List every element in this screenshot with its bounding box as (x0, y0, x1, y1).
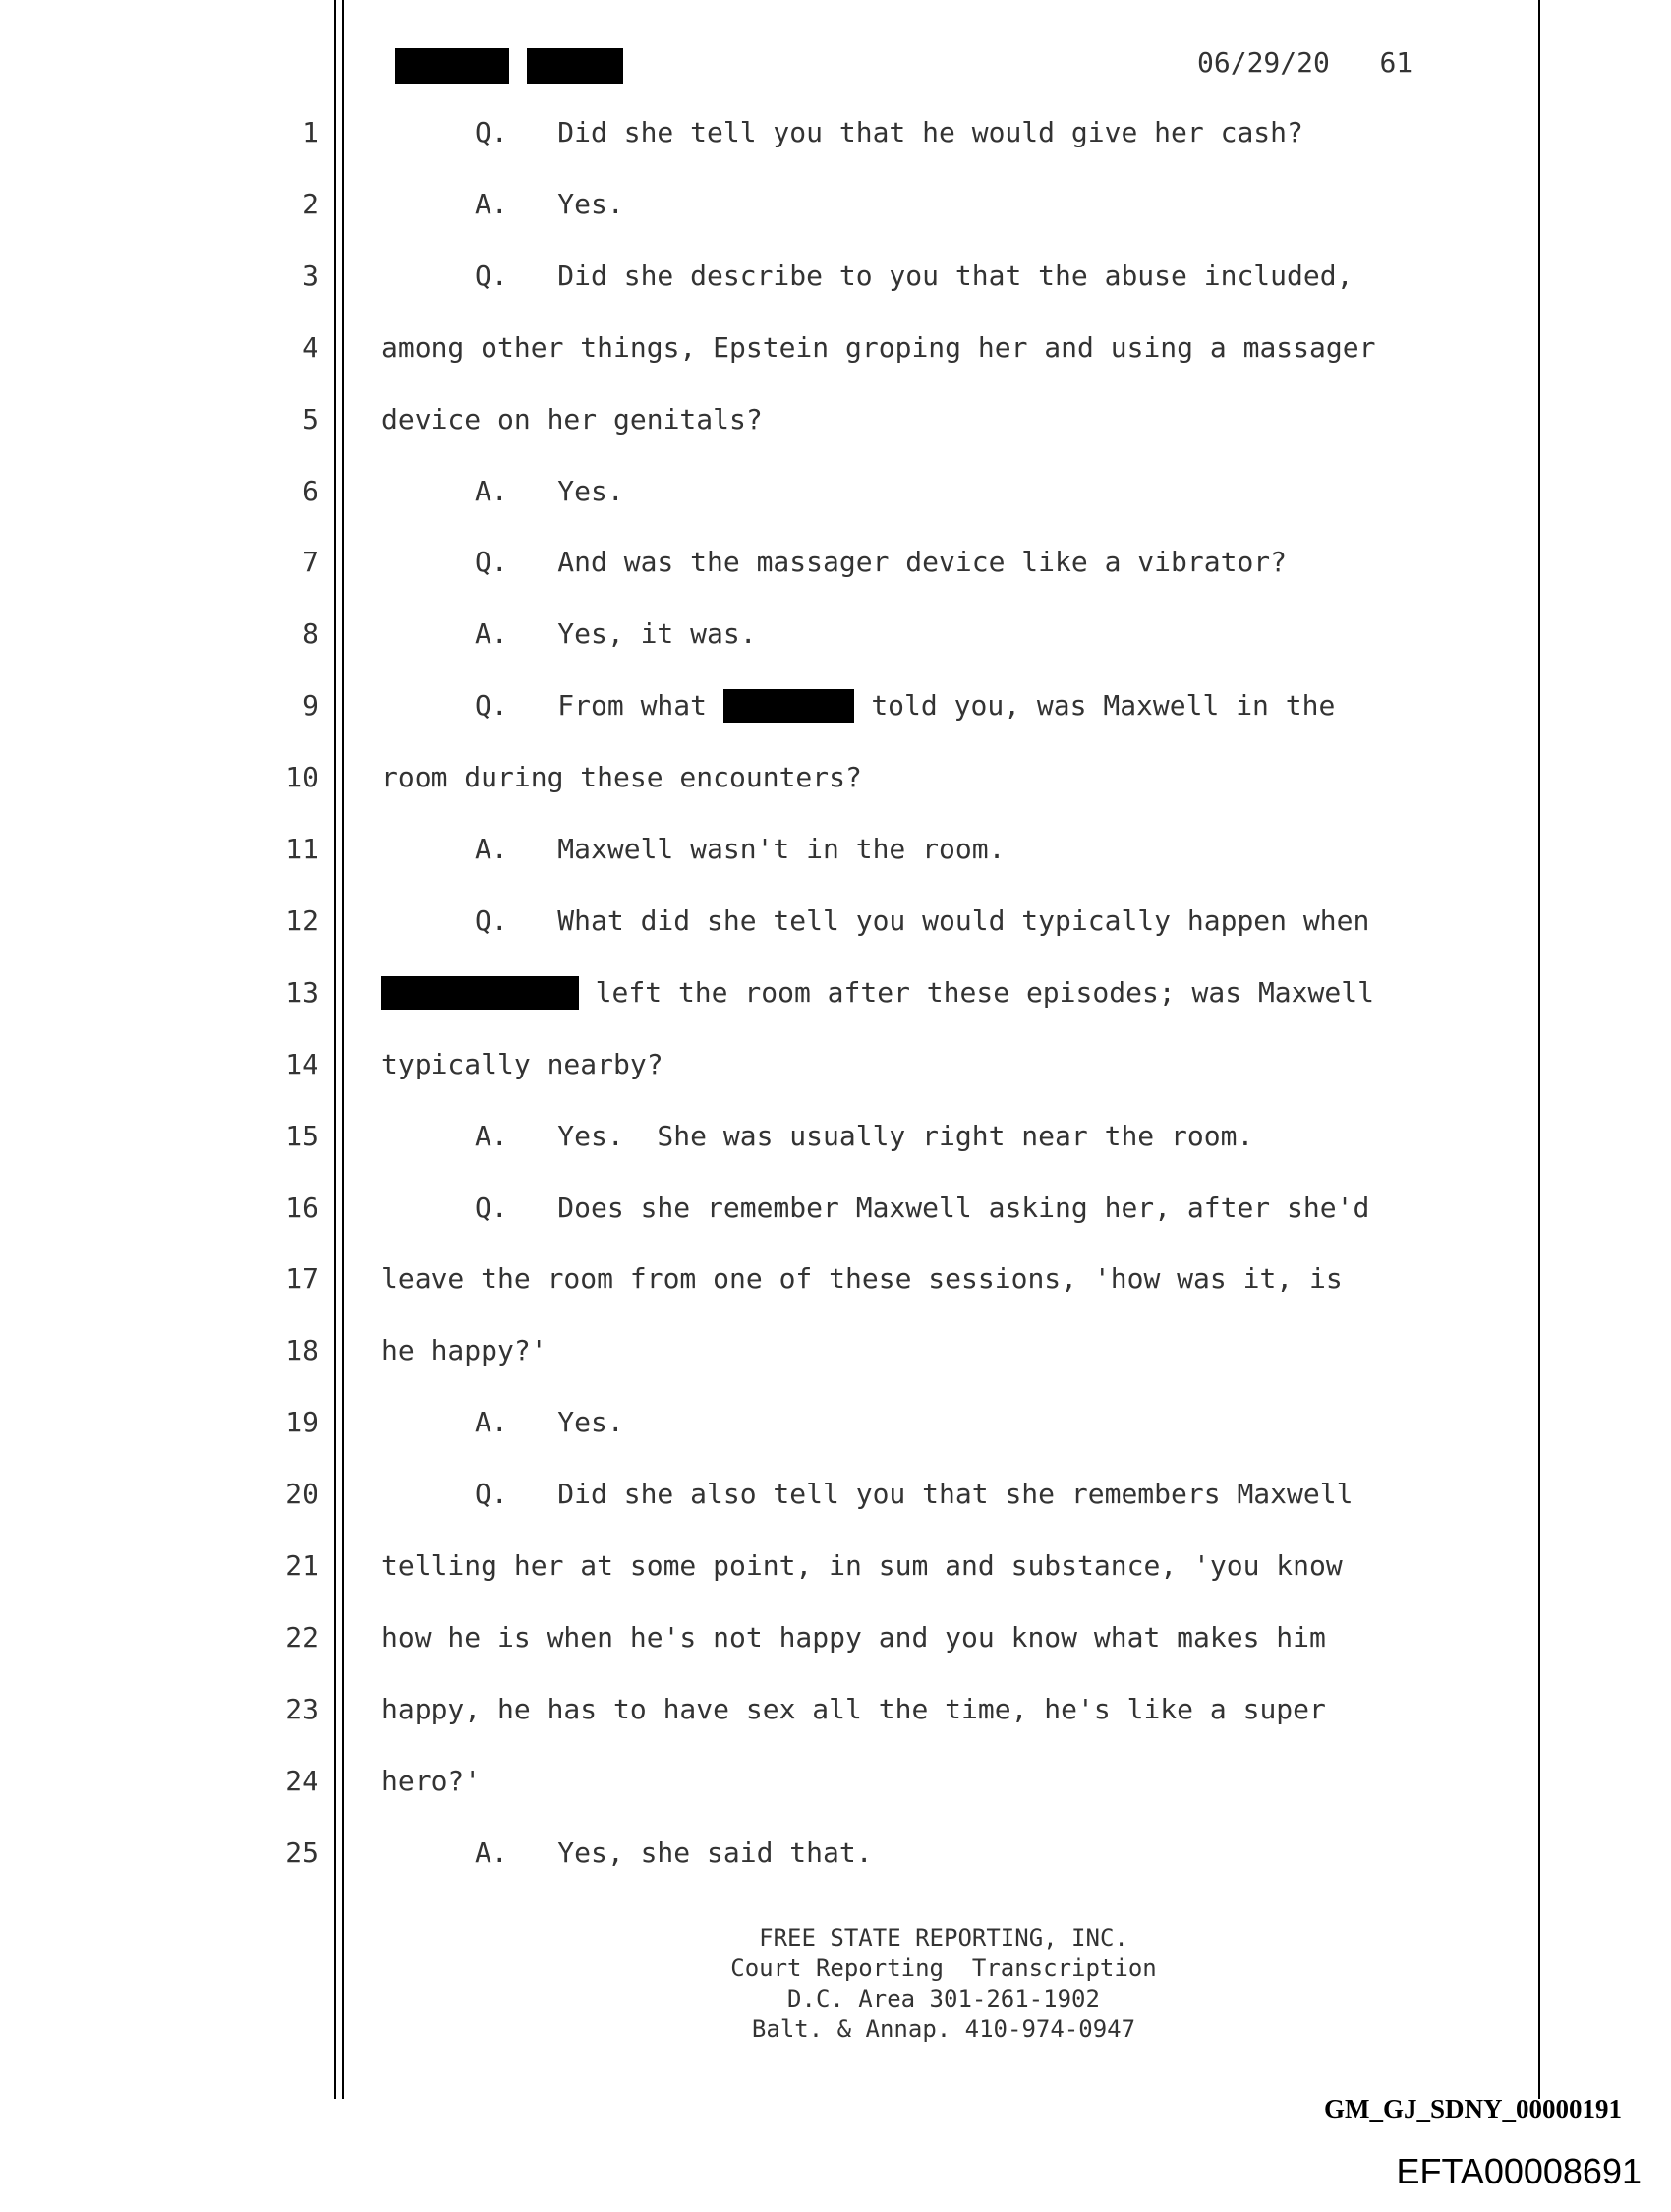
line-number: 13 (285, 976, 318, 1009)
page-header (1197, 45, 1412, 81)
line-number: 12 (285, 904, 318, 937)
line-text-segment: A. Yes. She was usually right near the room. (475, 1120, 1254, 1152)
transcript-line (475, 1477, 1353, 1512)
line-number: 7 (302, 546, 318, 578)
transcript-line (475, 545, 1287, 580)
line-text-segment: Q. From what (475, 689, 723, 722)
transcript-line (475, 832, 1005, 867)
transcript-line (475, 1835, 873, 1871)
line-number: 5 (302, 403, 318, 436)
page-number: 61 (1379, 46, 1413, 79)
line-text-segment: happy, he has to have sex all the time, he's like a super (381, 1693, 1326, 1725)
transcript-line (381, 1692, 1326, 1727)
line-number: 14 (285, 1048, 318, 1080)
transcript-line (475, 1191, 1369, 1226)
line-number: 10 (285, 761, 318, 793)
transcript-line (475, 259, 1353, 294)
line-text-segment: A. Yes, it was. (475, 617, 757, 650)
line-text-segment: he happy?' (381, 1334, 547, 1367)
transcript-line (381, 1333, 547, 1368)
line-text-segment: Q. Does she remember Maxwell asking her, after she'd (475, 1192, 1370, 1224)
header-redaction-2 (527, 48, 623, 84)
transcript-line (381, 975, 1374, 1011)
line-number: 9 (302, 689, 318, 722)
line-number: 8 (302, 617, 318, 650)
line-text-segment: how he is when he's not happy and you know what makes him (381, 1621, 1326, 1654)
transcript-line (381, 760, 862, 795)
line-number: 1 (302, 116, 318, 148)
transcript-line (381, 402, 763, 437)
line-number: 6 (302, 475, 318, 507)
transcript-line (381, 1620, 1326, 1656)
line-number: 11 (285, 833, 318, 865)
redaction-box (723, 689, 855, 723)
line-text-segment: Q. Did she also tell you that she remembers Maxwell (475, 1478, 1354, 1510)
transcript-line (475, 1405, 624, 1440)
transcript-line (475, 187, 624, 222)
reporter-footer (639, 1923, 1248, 2045)
left-margin-rule-inner (342, 0, 344, 2099)
line-number: 21 (285, 1549, 318, 1582)
line-text-segment: Q. What did she tell you would typically happen when (475, 904, 1370, 937)
line-number: 16 (285, 1192, 318, 1224)
line-number: 17 (285, 1262, 318, 1295)
line-number: 23 (285, 1693, 318, 1725)
line-text-segment: Q. Did she tell you that he would give her cash? (475, 116, 1303, 148)
line-text-segment: telling her at some point, in sum and substance, 'you know (381, 1549, 1343, 1582)
line-text-segment: room during these encounters? (381, 761, 862, 793)
line-text-segment: Q. And was the massager device like a vibrator? (475, 546, 1288, 578)
footer-dc-phone: D.C. Area 301-261-1902 (787, 1985, 1100, 2012)
line-number: 15 (285, 1120, 318, 1152)
line-text-segment: hero?' (381, 1765, 482, 1797)
transcript-line (381, 1548, 1343, 1584)
line-text-segment: device on her genitals? (381, 403, 763, 436)
header-redaction-1 (395, 48, 509, 84)
line-text-segment: A. Yes. (475, 1406, 624, 1438)
efta-number: EFTA00008691 (1396, 2151, 1642, 2191)
transcript-line (475, 903, 1369, 939)
line-text-segment: A. Yes, she said that. (475, 1836, 873, 1869)
line-text-segment: A. Yes. (475, 188, 624, 220)
line-text-segment: among other things, Epstein groping her and using a massager (381, 331, 1376, 364)
transcript-line (475, 688, 1335, 724)
transcript-line (475, 474, 624, 509)
transcript-line (475, 115, 1303, 150)
transcript-line (475, 616, 757, 652)
bates-number: GM_GJ_SDNY_00000191 (1324, 2094, 1622, 2124)
line-number: 4 (302, 331, 318, 364)
line-text-segment: A. Yes. (475, 475, 624, 507)
footer-company: FREE STATE REPORTING, INC. (759, 1924, 1128, 1951)
left-margin-rule-outer (334, 0, 336, 2099)
line-text-segment: left the room after these episodes; was Maxwell (578, 976, 1374, 1009)
right-margin-rule (1538, 0, 1540, 2099)
transcript-line (475, 1119, 1253, 1154)
transcript-line (381, 330, 1375, 366)
line-number: 22 (285, 1621, 318, 1654)
line-text-segment: told you, was Maxwell in the (854, 689, 1336, 722)
line-number: 24 (285, 1765, 318, 1797)
transcript-line (381, 1047, 663, 1082)
footer-services: Court Reporting Transcription (730, 1954, 1157, 1982)
line-number: 2 (302, 188, 318, 220)
line-text-segment: leave the room from one of these sessions, 'how was it, is (381, 1262, 1343, 1295)
line-number: 25 (285, 1836, 318, 1869)
redaction-box (381, 976, 579, 1010)
line-text-segment: Q. Did she describe to you that the abuse included, (475, 260, 1354, 292)
header-date: 06/29/20 (1197, 46, 1330, 79)
line-number: 18 (285, 1334, 318, 1367)
transcript-line (381, 1764, 481, 1799)
line-number: 19 (285, 1406, 318, 1438)
line-number: 3 (302, 260, 318, 292)
transcript-line (381, 1261, 1343, 1297)
line-text-segment: typically nearby? (381, 1048, 663, 1080)
footer-balt-phone: Balt. & Annap. 410-974-0947 (751, 2015, 1136, 2043)
line-text-segment: A. Maxwell wasn't in the room. (475, 833, 1006, 865)
line-number: 20 (285, 1478, 318, 1510)
